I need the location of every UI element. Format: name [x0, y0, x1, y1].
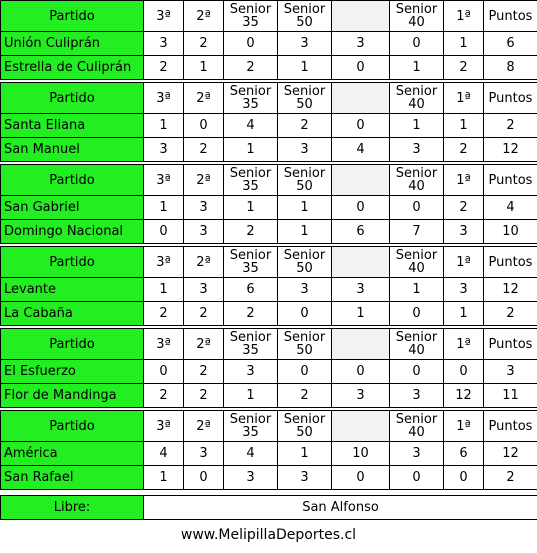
team-row	[1, 302, 537, 326]
team-name: San Gabriel	[1, 196, 144, 220]
score-col-blank: 0	[332, 114, 390, 138]
header-partido: Partido	[1, 1, 144, 32]
score-col-3a: 3	[144, 138, 184, 162]
header-col-blank	[332, 247, 390, 278]
header-col-blank	[332, 329, 390, 360]
score-col-senior-40: 0	[390, 32, 444, 56]
header-text-line: 40	[408, 179, 425, 194]
header-col-senior-35	[224, 165, 278, 196]
team-row	[1, 278, 537, 302]
team-name: Levante	[1, 278, 144, 302]
header-col-2a: 2ª	[184, 329, 224, 360]
header-partido: Partido	[1, 411, 144, 442]
score-col-senior-35: 3	[224, 466, 278, 490]
header-row	[1, 165, 537, 196]
header-text-line: Senior	[283, 330, 326, 345]
score-col-1a: 3	[444, 220, 484, 244]
header-text-line: Senior	[283, 166, 326, 181]
team-row	[1, 114, 537, 138]
score-col-senior-35: 0	[224, 32, 278, 56]
score-col-blank: 0	[332, 466, 390, 490]
score-col-2a: 1	[184, 56, 224, 80]
score-col-senior-35: 4	[224, 114, 278, 138]
team-row	[1, 360, 537, 384]
score-col-puntos: 4	[484, 196, 537, 220]
team-name: América	[1, 442, 144, 466]
score-col-senior-40: 0	[390, 360, 444, 384]
team-name: San Rafael	[1, 466, 144, 490]
score-col-1a: 1	[444, 32, 484, 56]
score-col-senior-40: 0	[390, 466, 444, 490]
header-text-line: 40	[408, 343, 425, 358]
score-col-2a: 2	[184, 32, 224, 56]
header-text-line: Senior	[395, 166, 438, 181]
libre-row	[1, 496, 537, 520]
header-text-line: 50	[296, 261, 313, 276]
header-text-line: Senior	[395, 330, 438, 345]
score-col-senior-50: 3	[278, 32, 332, 56]
header-col-senior-35	[224, 83, 278, 114]
header-col-puntos: Puntos	[484, 1, 537, 32]
header-col-puntos: Puntos	[484, 329, 537, 360]
score-col-senior-50: 0	[278, 360, 332, 384]
header-text-line: 35	[242, 261, 259, 276]
score-col-senior-50: 1	[278, 196, 332, 220]
header-text-line: 40	[408, 261, 425, 276]
header-col-1a: 1ª	[444, 329, 484, 360]
header-col-3a: 3ª	[144, 411, 184, 442]
team-name: La Cabaña	[1, 302, 144, 326]
score-col-senior-35: 2	[224, 302, 278, 326]
score-col-senior-50: 0	[278, 302, 332, 326]
header-partido: Partido	[1, 329, 144, 360]
score-col-blank: 1	[332, 302, 390, 326]
header-col-senior-50	[278, 83, 332, 114]
score-col-3a: 0	[144, 220, 184, 244]
team-row	[1, 56, 537, 80]
header-text-line: 50	[296, 15, 313, 30]
score-col-puntos: 6	[484, 32, 537, 56]
score-col-puntos: 12	[484, 138, 537, 162]
team-row	[1, 196, 537, 220]
score-col-3a: 1	[144, 114, 184, 138]
header-col-senior-40	[390, 1, 444, 32]
header-col-senior-50	[278, 329, 332, 360]
score-col-senior-40: 0	[390, 302, 444, 326]
score-col-puntos: 11	[484, 384, 537, 408]
team-name: Domingo Nacional	[1, 220, 144, 244]
score-col-senior-40: 3	[390, 138, 444, 162]
score-col-senior-40: 0	[390, 196, 444, 220]
header-text-line: 50	[296, 179, 313, 194]
header-row	[1, 247, 537, 278]
score-col-2a: 2	[184, 384, 224, 408]
score-col-puntos: 12	[484, 442, 537, 466]
score-col-2a: 3	[184, 278, 224, 302]
header-text-line: 35	[242, 425, 259, 440]
team-name: Unión Culiprán	[1, 32, 144, 56]
score-col-senior-40: 3	[390, 442, 444, 466]
score-col-puntos: 2	[484, 114, 537, 138]
header-text-line: Senior	[229, 166, 272, 181]
header-text-line: Senior	[229, 412, 272, 427]
team-row	[1, 466, 537, 490]
score-col-2a: 3	[184, 442, 224, 466]
header-row	[1, 1, 537, 32]
score-col-blank: 3	[332, 278, 390, 302]
header-col-1a: 1ª	[444, 165, 484, 196]
score-col-senior-50: 1	[278, 220, 332, 244]
header-col-senior-50	[278, 165, 332, 196]
header-text-line: Senior	[283, 412, 326, 427]
header-col-2a: 2ª	[184, 247, 224, 278]
score-col-3a: 2	[144, 302, 184, 326]
score-col-1a: 1	[444, 114, 484, 138]
header-text-line: Senior	[395, 84, 438, 99]
header-text-line: Senior	[395, 248, 438, 263]
header-partido: Partido	[1, 83, 144, 114]
header-col-senior-35	[224, 329, 278, 360]
score-col-2a: 0	[184, 114, 224, 138]
score-col-senior-35: 6	[224, 278, 278, 302]
score-col-blank: 10	[332, 442, 390, 466]
header-text-line: 40	[408, 425, 425, 440]
header-text-line: 50	[296, 425, 313, 440]
score-col-blank: 0	[332, 196, 390, 220]
team-name: Santa Eliana	[1, 114, 144, 138]
score-col-senior-35: 2	[224, 56, 278, 80]
header-col-senior-50	[278, 247, 332, 278]
score-col-senior-50: 2	[278, 384, 332, 408]
match-table	[0, 82, 537, 162]
header-text-line: Senior	[229, 84, 272, 99]
score-col-senior-40: 1	[390, 278, 444, 302]
header-partido: Partido	[1, 247, 144, 278]
score-col-blank: 0	[332, 360, 390, 384]
score-col-senior-35: 1	[224, 138, 278, 162]
score-col-1a: 2	[444, 138, 484, 162]
score-col-puntos: 12	[484, 278, 537, 302]
score-col-3a: 0	[144, 360, 184, 384]
match-table	[0, 246, 537, 326]
score-col-2a: 2	[184, 138, 224, 162]
header-row	[1, 83, 537, 114]
match-table	[0, 328, 537, 408]
header-text-line: Senior	[229, 2, 272, 17]
score-col-blank: 3	[332, 384, 390, 408]
header-col-blank	[332, 411, 390, 442]
header-text-line: Senior	[283, 248, 326, 263]
score-col-2a: 3	[184, 196, 224, 220]
header-col-1a: 1ª	[444, 1, 484, 32]
header-col-senior-40	[390, 165, 444, 196]
header-text-line: 50	[296, 97, 313, 112]
score-col-puntos: 2	[484, 302, 537, 326]
score-col-1a: 0	[444, 466, 484, 490]
score-col-puntos: 3	[484, 360, 537, 384]
score-col-senior-40: 7	[390, 220, 444, 244]
score-col-blank: 3	[332, 32, 390, 56]
header-col-senior-35	[224, 1, 278, 32]
match-table	[0, 410, 537, 490]
header-text-line: 35	[242, 343, 259, 358]
score-col-senior-50: 3	[278, 138, 332, 162]
team-name: Flor de Mandinga	[1, 384, 144, 408]
score-col-senior-40: 1	[390, 56, 444, 80]
header-col-2a: 2ª	[184, 1, 224, 32]
header-col-2a: 2ª	[184, 83, 224, 114]
header-col-senior-40	[390, 83, 444, 114]
score-col-1a: 2	[444, 56, 484, 80]
score-col-1a: 6	[444, 442, 484, 466]
header-col-puntos: Puntos	[484, 165, 537, 196]
header-col-senior-40	[390, 411, 444, 442]
team-name: San Manuel	[1, 138, 144, 162]
match-table	[0, 164, 537, 244]
score-col-puntos: 10	[484, 220, 537, 244]
header-col-1a: 1ª	[444, 83, 484, 114]
score-col-1a: 0	[444, 360, 484, 384]
header-col-1a: 1ª	[444, 247, 484, 278]
team-row	[1, 220, 537, 244]
header-col-puntos: Puntos	[484, 247, 537, 278]
header-text-line: 35	[242, 179, 259, 194]
header-col-senior-35	[224, 411, 278, 442]
score-col-1a: 2	[444, 196, 484, 220]
score-col-1a: 12	[444, 384, 484, 408]
header-text-line: Senior	[283, 84, 326, 99]
header-col-3a: 3ª	[144, 165, 184, 196]
header-text-line: Senior	[229, 330, 272, 345]
header-text-line: Senior	[395, 412, 438, 427]
score-col-senior-40: 1	[390, 114, 444, 138]
score-col-senior-35: 4	[224, 442, 278, 466]
header-col-1a: 1ª	[444, 411, 484, 442]
team-name: Estrella de Culiprán	[1, 56, 144, 80]
score-col-1a: 3	[444, 278, 484, 302]
score-col-puntos: 8	[484, 56, 537, 80]
header-partido: Partido	[1, 165, 144, 196]
match-table	[0, 0, 537, 80]
score-col-senior-35: 2	[224, 220, 278, 244]
header-col-puntos: Puntos	[484, 411, 537, 442]
score-col-2a: 3	[184, 220, 224, 244]
header-col-puntos: Puntos	[484, 83, 537, 114]
header-row	[1, 411, 537, 442]
score-col-senior-35: 3	[224, 360, 278, 384]
header-text-line: 35	[242, 15, 259, 30]
libre-team: San Alfonso	[144, 496, 537, 520]
team-row	[1, 442, 537, 466]
header-col-senior-50	[278, 411, 332, 442]
score-col-1a: 1	[444, 302, 484, 326]
header-col-senior-40	[390, 247, 444, 278]
score-col-2a: 0	[184, 466, 224, 490]
score-col-senior-35: 1	[224, 384, 278, 408]
header-col-senior-35	[224, 247, 278, 278]
header-text-line: Senior	[283, 2, 326, 17]
score-col-3a: 1	[144, 196, 184, 220]
header-col-3a: 3ª	[144, 1, 184, 32]
header-row	[1, 329, 537, 360]
header-text-line: Senior	[229, 248, 272, 263]
score-col-2a: 2	[184, 360, 224, 384]
footer-website[interactable]: www.MelipillaDeportes.cl	[180, 527, 357, 543]
header-text-line: 40	[408, 97, 425, 112]
score-col-3a: 2	[144, 384, 184, 408]
score-col-3a: 1	[144, 466, 184, 490]
score-col-3a: 4	[144, 442, 184, 466]
score-col-puntos: 2	[484, 466, 537, 490]
team-name: El Esfuerzo	[1, 360, 144, 384]
score-col-3a: 1	[144, 278, 184, 302]
score-col-senior-40: 3	[390, 384, 444, 408]
libre-label: Libre:	[1, 496, 144, 520]
header-text-line: 50	[296, 343, 313, 358]
header-col-2a: 2ª	[184, 165, 224, 196]
score-col-senior-50: 3	[278, 278, 332, 302]
team-row	[1, 32, 537, 56]
header-text-line: 35	[242, 97, 259, 112]
score-col-blank: 0	[332, 56, 390, 80]
score-col-3a: 2	[144, 56, 184, 80]
libre-table	[0, 495, 537, 520]
score-col-senior-50: 1	[278, 56, 332, 80]
team-row	[1, 138, 537, 162]
score-col-blank: 4	[332, 138, 390, 162]
header-col-3a: 3ª	[144, 329, 184, 360]
score-col-2a: 2	[184, 302, 224, 326]
score-col-senior-50: 2	[278, 114, 332, 138]
header-col-blank	[332, 1, 390, 32]
header-col-3a: 3ª	[144, 83, 184, 114]
header-text-line: 40	[408, 15, 425, 30]
score-col-senior-50: 1	[278, 442, 332, 466]
score-col-3a: 3	[144, 32, 184, 56]
team-row	[1, 384, 537, 408]
header-col-senior-40	[390, 329, 444, 360]
header-text-line: Senior	[395, 2, 438, 17]
score-col-senior-50: 3	[278, 466, 332, 490]
header-col-senior-50	[278, 1, 332, 32]
score-col-blank: 6	[332, 220, 390, 244]
header-col-2a: 2ª	[184, 411, 224, 442]
header-col-blank	[332, 83, 390, 114]
header-col-3a: 3ª	[144, 247, 184, 278]
header-col-blank	[332, 165, 390, 196]
score-col-senior-35: 1	[224, 196, 278, 220]
